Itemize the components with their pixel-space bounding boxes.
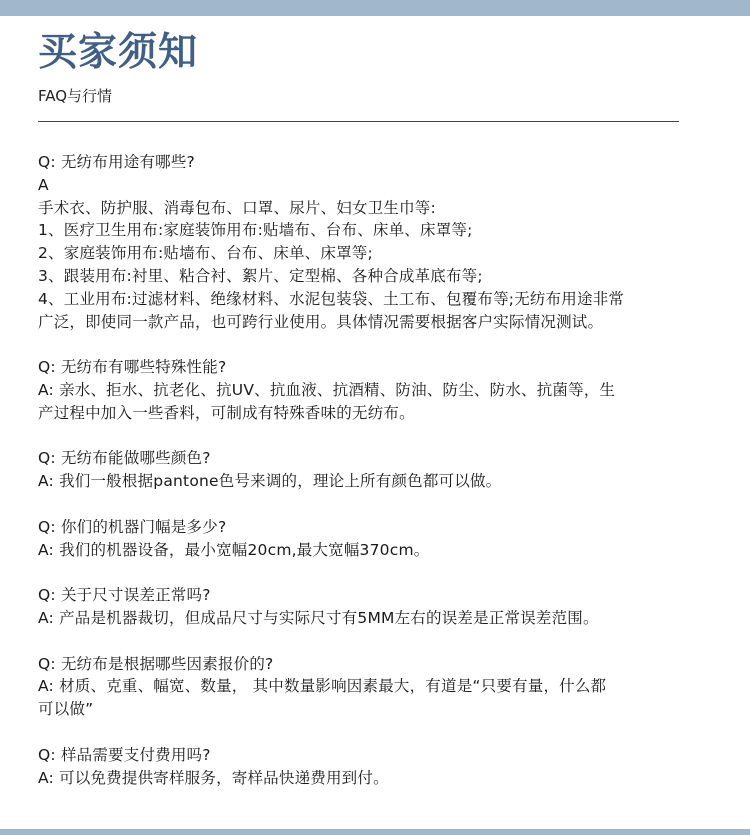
faq-question: Q: 无纺布能做哪些颜色? xyxy=(38,449,211,468)
faq-answer-line: A: 我们一般根据pantone色号来调的，理论上所有颜色都可以做。 xyxy=(38,472,502,491)
page-subtitle: FAQ与行情 xyxy=(38,87,113,105)
faq-answer-line: 可以做” xyxy=(38,700,94,719)
faq-answer-line: 产过程中加入一些香料，可制成有特殊香味的无纺布。 xyxy=(38,403,415,422)
page-title: 买家须知 xyxy=(38,30,199,75)
faq-question: Q: 你们的机器门幅是多少? xyxy=(38,517,227,536)
faq-item-properties xyxy=(38,356,746,424)
faq-answer-line: A: 我们的机器设备，最小宽幅20cm,最大宽幅370cm。 xyxy=(38,540,430,559)
faq-list xyxy=(38,151,746,812)
bottom-accent-bar xyxy=(0,829,750,835)
faq-item-width xyxy=(38,516,746,562)
faq-answer-line: A: 可以免费提供寄样服务，寄样品快递费用到付。 xyxy=(38,768,389,787)
faq-answer-line: A xyxy=(38,175,49,194)
faq-item-samples xyxy=(38,744,746,790)
faq-item-tolerance xyxy=(38,584,746,630)
faq-answer-line: 1、医疗卫生用布:家庭装饰用布:贴墙布、台布、床单、床罩等; xyxy=(38,221,473,240)
faq-question: Q: 无纺布有哪些特殊性能? xyxy=(38,358,227,377)
faq-answer-line: A: 产品是机器裁切，但成品尺寸与实际尺寸有5MM左右的误差是正常误差范围。 xyxy=(38,608,599,627)
faq-item-uses xyxy=(38,151,746,333)
faq-answer-line: 手术衣、防护服、消毒包布、口罩、尿片、妇女卫生巾等: xyxy=(38,198,436,217)
top-accent-bar xyxy=(0,0,750,16)
faq-item-colors xyxy=(38,447,746,493)
header-divider xyxy=(38,121,679,122)
faq-answer-line: 2、家庭装饰用布:贴墙布、台布、床单、床罩等; xyxy=(38,244,373,263)
faq-question: Q: 关于尺寸误差正常吗? xyxy=(38,586,211,605)
faq-item-pricing xyxy=(38,653,746,721)
faq-answer-line: 广泛，即使同一款产品，也可跨行业使用。具体情况需要根据客户实际情况测试。 xyxy=(38,312,604,331)
faq-answer-line: 4、工业用布:过滤材料、绝缘材料、水泥包装袋、土工布、包覆布等;无纺布用途非常 xyxy=(38,289,625,308)
faq-question: Q: 样品需要支付费用吗? xyxy=(38,745,211,764)
faq-answer-line: A: 材质、克重、幅宽、数量， 其中数量影响因素最大，有道是“只要有量，什么都 xyxy=(38,677,607,696)
faq-question: Q: 无纺布是根据哪些因素报价的? xyxy=(38,654,274,673)
faq-answer-line: 3、跟装用布:衬里、粘合衬、絮片、定型棉、各种合成革底布等; xyxy=(38,266,483,285)
faq-answer-line: A: 亲水、拒水、抗老化、抗UV、抗血液、抗酒精、防油、防尘、防水、抗菌等，生 xyxy=(38,380,616,399)
faq-question: Q: 无纺布用途有哪些? xyxy=(38,153,195,171)
